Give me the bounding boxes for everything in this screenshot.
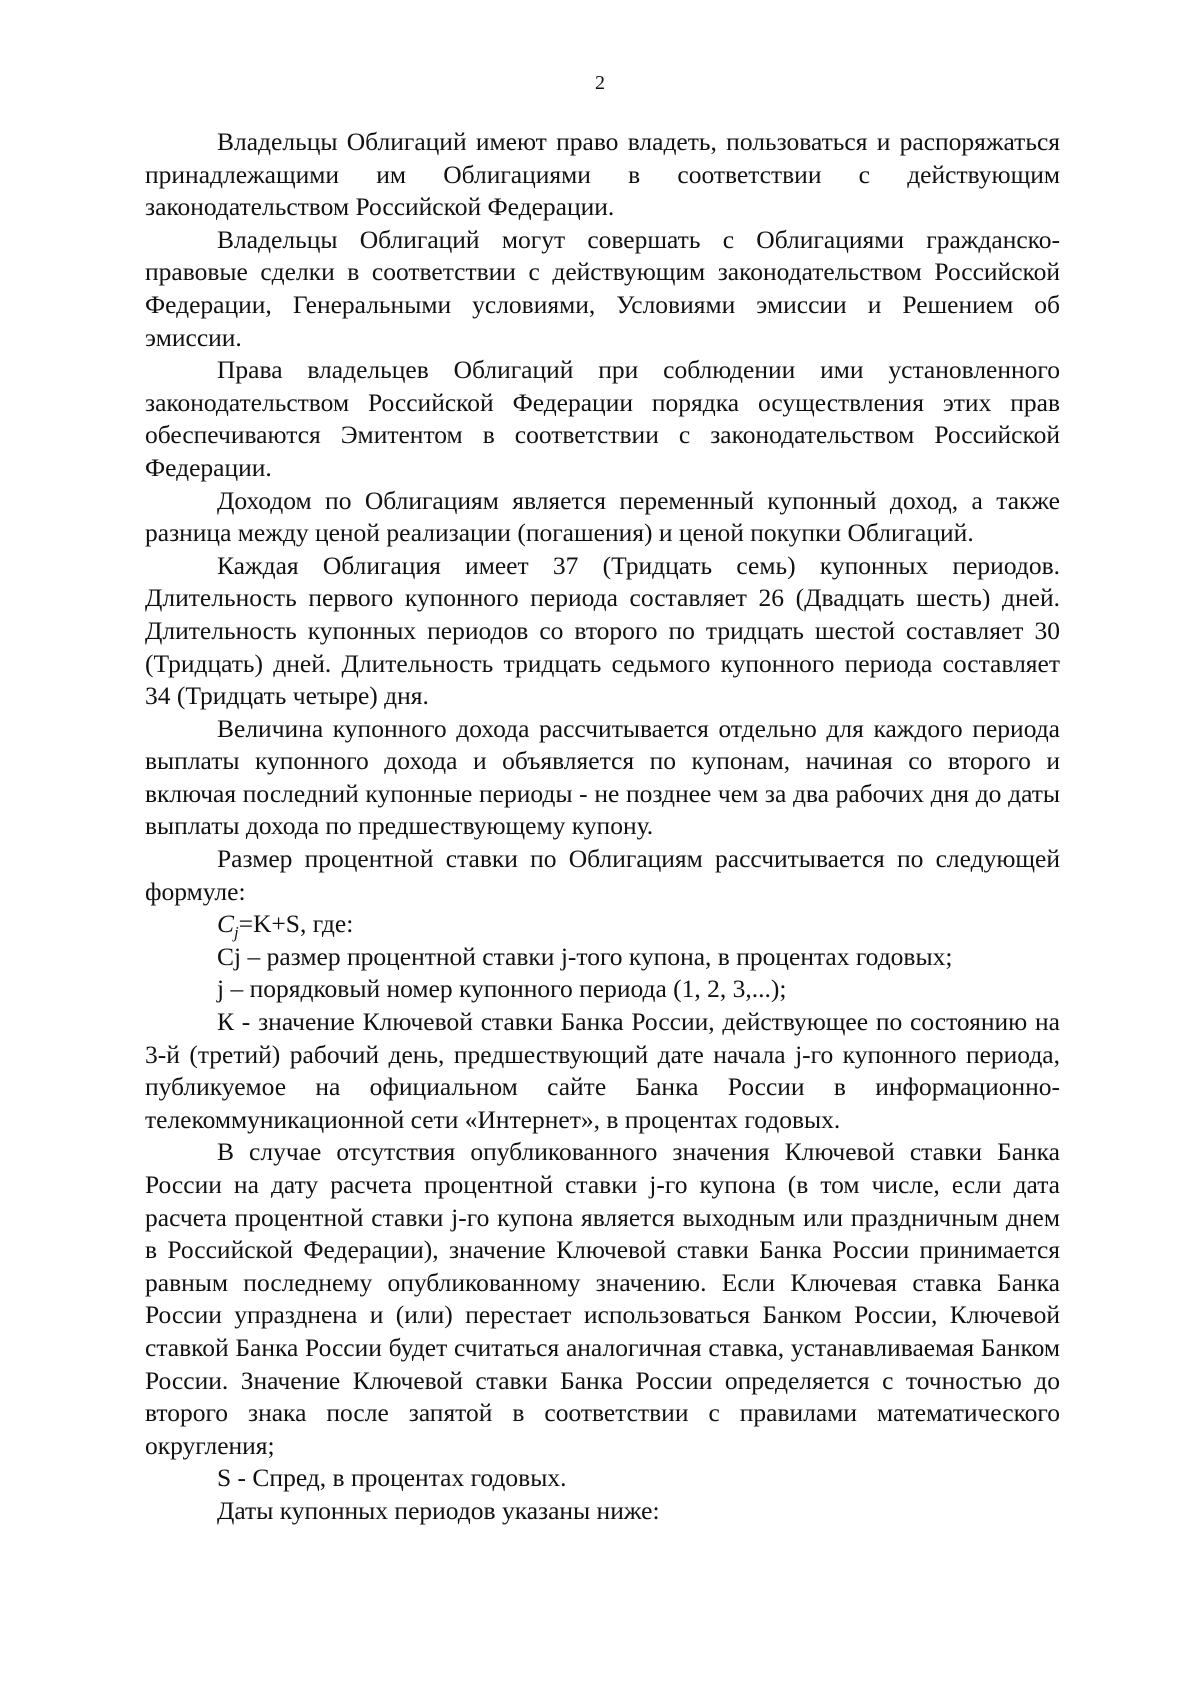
definition-k: К - значение Ключевой ставки Банка России, действующее по состоянию на 3-й (третий) рабочий день, предшествующий дате начала j-го купонного периода, публикуемое на официальном сайте Банка России в информационно-телекоммуникационной сети «Интернет», в процентах годовых.	[145, 1007, 1060, 1134]
definition-s: S - Спред, в процентах годовых.	[217, 1463, 567, 1493]
page-number: 2	[595, 72, 605, 94]
definition-cj: Cj – размер процентной ставки j-того купона, в процентах годовых;	[217, 941, 953, 971]
formula-subscript: j	[234, 923, 239, 943]
formula-rest: =K+S, где:	[238, 909, 354, 939]
formula-base: C	[217, 909, 235, 939]
paragraph-coupon-periods: Каждая Облигация имеет 37 (Тридцать семь) купонных периодов. Длительность первого купонного периода составляет 26 (Двадцать шесть) дней. Длительность купонных периодов со второго по тридцать шестой составляет 30 (Тридцать) дней. Длительность тридцать седьмого купонного периода составляет 34 (Тридцать четыре) дня.	[145, 550, 1060, 711]
paragraph-civil-transactions: Владельцы Облигаций могут совершать с Облигациями гражданско-правовые сделки в соответствии с действующим законодательством Российской Федерации, Генеральными условиями, Условиями эмиссии и Решением об эмиссии.	[145, 224, 1060, 352]
paragraph-interest-rate-intro: Размер процентной ставки по Облигациям рассчитывается по следующей формуле:	[145, 844, 1060, 906]
formula-line	[145, 908, 1060, 941]
paragraph-key-rate-absence: В случае отсутствия опубликованного значения Ключевой ставки Банка России на дату расчета процентной ставки j-го купона (в том числе, если дата расчета процентной ставки j-го купона является выходным или праздничным днем в Российской Федерации), значение Ключевой ставки Банка России принимается равным последнему опубликованному значению. Если Ключевая ставка Банка России упразднена и (или) перестает использоваться Банком России, Ключевой ставкой Банка России будет считаться аналогичная ставка, устанавливаемая Банком России. Значение Ключевой ставки Банка России определяется с точностью до второго знака после запятой в соответствии с правилами математического округления;	[145, 1137, 1060, 1460]
document-body	[145, 126, 1060, 1528]
paragraph-owners-rights: Владельцы Облигаций имеют право владеть, пользоваться и распоряжаться принадлежащими им Облигациями в соответствии с действующим законодательством Российской Федерации.	[145, 127, 1060, 222]
paragraph-rights-ensured: Права владельцев Облигаций при соблюдении ими установленного законодательством Российской Федерации порядка осуществления этих прав обеспечиваются Эмитентом в соответствии с законодательством Российской Федерации.	[145, 355, 1060, 482]
paragraph-income: Доходом по Облигациям является переменный купонный доход, а также разница между ценой реализации (погашения) и ценой покупки Облигаций.	[145, 485, 1060, 548]
paragraph-coupon-dates-intro: Даты купонных периодов указаны ниже:	[217, 1495, 660, 1525]
paragraph-coupon-income-calculation: Величина купонного дохода рассчитывается отдельно для каждого периода выплаты купонного дохода и объявляется по купонам, начиная со второго и включая последний купонные периоды - не позднее чем за два рабочих дня до даты выплаты дохода по предшествующему купону.	[145, 713, 1060, 841]
definition-j: j – порядковый номер купонного периода (1, 2, 3,...);	[217, 974, 787, 1004]
